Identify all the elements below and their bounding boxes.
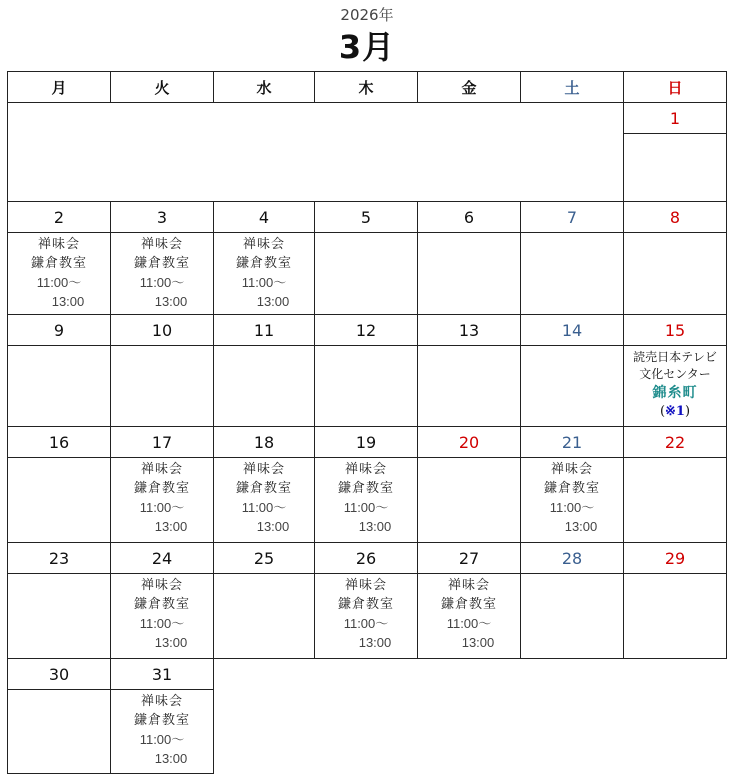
day-cell — [8, 574, 111, 659]
calendar-grid — [7, 71, 727, 774]
day-cell — [214, 574, 315, 659]
event-start: 11:00～ — [36, 275, 82, 290]
day-cell — [521, 458, 624, 543]
day-number: 18 — [214, 427, 315, 458]
special-event-center: 文化センター — [639, 367, 711, 381]
event-name: 禅味会 — [140, 578, 183, 593]
day-cell — [8, 458, 111, 543]
special-event-org: 読売日本テレビ — [633, 350, 717, 364]
event-start: 11:00～ — [343, 616, 389, 631]
day-cell — [214, 346, 315, 427]
special-event-entry — [624, 346, 726, 420]
event-start: 11:00～ — [343, 500, 389, 515]
day-cell — [521, 574, 624, 659]
day-number: 11 — [214, 315, 315, 346]
event-location: 鎌倉教室 — [337, 597, 394, 612]
special-event-venue: 錦糸町 — [652, 385, 698, 401]
event-location: 鎌倉教室 — [543, 481, 600, 496]
event-entry — [8, 233, 110, 311]
event-start: 11:00～ — [446, 616, 492, 631]
event-location: 鎌倉教室 — [133, 713, 190, 728]
weekday-mon: 月 — [8, 72, 111, 103]
day-number: 24 — [111, 543, 214, 574]
event-end: 13:00 — [358, 519, 392, 534]
day-number: 5 — [315, 202, 418, 233]
day-cell — [111, 458, 214, 543]
day-cell — [624, 134, 727, 202]
event-location: 鎌倉教室 — [235, 481, 292, 496]
day-cell — [521, 346, 624, 427]
event-end: 13:00 — [154, 519, 188, 534]
event-end: 13:00 — [154, 294, 188, 309]
event-location: 鎌倉教室 — [440, 597, 497, 612]
day-number: 21 — [521, 427, 624, 458]
empty-area — [214, 690, 727, 774]
empty-cell — [8, 103, 624, 202]
year-label: 2026年 — [340, 6, 394, 24]
event-end: 13:00 — [256, 294, 290, 309]
event-start: 11:00～ — [139, 500, 185, 515]
day-cell — [624, 346, 727, 427]
event-name: 禅味会 — [242, 237, 285, 252]
event-end: 13:00 — [154, 635, 188, 650]
day-number: 17 — [111, 427, 214, 458]
event-location: 鎌倉教室 — [235, 256, 292, 271]
event-location: 鎌倉教室 — [133, 481, 190, 496]
day-number: 3 — [111, 202, 214, 233]
event-entry — [111, 690, 213, 768]
event-end: 13:00 — [51, 294, 85, 309]
event-start: 11:00～ — [139, 732, 185, 747]
event-name: 禅味会 — [447, 578, 490, 593]
note-mark: ※1 — [665, 404, 685, 419]
event-start: 11:00～ — [139, 616, 185, 631]
event-end: 13:00 — [564, 519, 598, 534]
day-number: 19 — [315, 427, 418, 458]
event-entry — [214, 458, 314, 536]
day-cell — [315, 346, 418, 427]
day-number: 22 — [624, 427, 727, 458]
event-name: 禅味会 — [140, 694, 183, 709]
event-name: 禅味会 — [242, 462, 285, 477]
weekday-wed: 水 — [214, 72, 315, 103]
event-name: 禅味会 — [344, 462, 387, 477]
weekday-sun: 日 — [624, 72, 727, 103]
day-number: 16 — [8, 427, 111, 458]
day-number: 28 — [521, 543, 624, 574]
event-location: 鎌倉教室 — [133, 256, 190, 271]
day-cell — [315, 458, 418, 543]
day-cell — [111, 233, 214, 315]
event-end: 13:00 — [461, 635, 495, 650]
event-name: 禅味会 — [344, 578, 387, 593]
weekday-tue: 火 — [111, 72, 214, 103]
day-cell — [214, 233, 315, 315]
day-number: 8 — [624, 202, 727, 233]
event-name: 禅味会 — [550, 462, 593, 477]
day-number-holiday: 20 — [418, 427, 521, 458]
day-number: 31 — [111, 659, 214, 690]
day-cell — [521, 233, 624, 315]
event-name: 禅味会 — [37, 237, 80, 252]
event-entry — [418, 574, 520, 652]
event-location: 鎌倉教室 — [30, 256, 87, 271]
event-location: 鎌倉教室 — [337, 481, 394, 496]
day-cell — [8, 690, 111, 774]
day-number: 4 — [214, 202, 315, 233]
event-end: 13:00 — [358, 635, 392, 650]
event-start: 11:00～ — [241, 275, 287, 290]
event-location: 鎌倉教室 — [133, 597, 190, 612]
event-entry — [214, 233, 314, 311]
event-entry — [315, 458, 417, 536]
day-number: 27 — [418, 543, 521, 574]
event-entry — [521, 458, 623, 536]
day-number: 9 — [8, 315, 111, 346]
day-cell — [418, 346, 521, 427]
day-cell — [624, 458, 727, 543]
day-number: 23 — [8, 543, 111, 574]
day-cell — [418, 233, 521, 315]
event-entry — [111, 574, 213, 652]
day-cell — [315, 233, 418, 315]
day-cell — [214, 458, 315, 543]
day-number: 15 — [624, 315, 727, 346]
day-number: 7 — [521, 202, 624, 233]
weekday-sat: 土 — [521, 72, 624, 103]
event-entry — [111, 458, 213, 536]
day-number: 25 — [214, 543, 315, 574]
day-cell — [8, 233, 111, 315]
day-number: 10 — [111, 315, 214, 346]
day-cell — [418, 574, 521, 659]
event-start: 11:00～ — [241, 500, 287, 515]
event-name: 禅味会 — [140, 462, 183, 477]
day-number: 29 — [624, 543, 727, 574]
weekday-thu: 木 — [315, 72, 418, 103]
day-cell — [315, 574, 418, 659]
event-end: 13:00 — [154, 751, 188, 766]
month-title: 3月 — [338, 28, 396, 66]
event-name: 禅味会 — [140, 237, 183, 252]
event-entry — [111, 233, 213, 311]
event-entry — [315, 574, 417, 652]
day-cell — [111, 574, 214, 659]
event-start: 11:00～ — [549, 500, 595, 515]
note-close-paren: ) — [684, 404, 691, 419]
special-event-note — [624, 403, 726, 420]
day-cell — [624, 233, 727, 315]
note-open-paren: ( — [659, 404, 666, 419]
day-cell — [111, 690, 214, 774]
day-number: 1 — [624, 103, 727, 134]
day-number: 13 — [418, 315, 521, 346]
day-cell — [111, 346, 214, 427]
day-number: 12 — [315, 315, 418, 346]
day-number: 14 — [521, 315, 624, 346]
day-number: 6 — [418, 202, 521, 233]
day-number: 26 — [315, 543, 418, 574]
weekday-fri: 金 — [418, 72, 521, 103]
empty-area — [214, 659, 727, 690]
day-cell — [418, 458, 521, 543]
day-number: 2 — [8, 202, 111, 233]
day-number: 30 — [8, 659, 111, 690]
event-end: 13:00 — [256, 519, 290, 534]
day-cell — [8, 346, 111, 427]
day-cell — [624, 574, 727, 659]
event-start: 11:00～ — [139, 275, 185, 290]
